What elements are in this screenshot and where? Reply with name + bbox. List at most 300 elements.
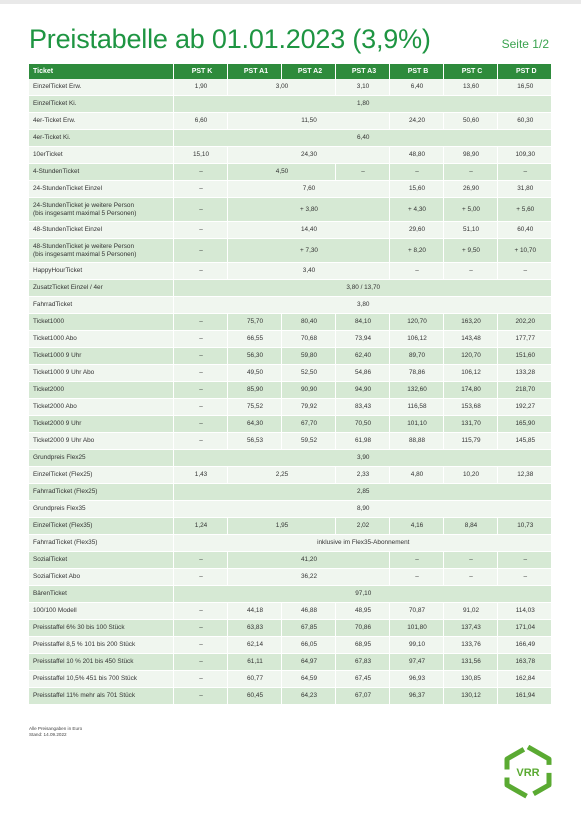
ticket-name: 24-StundenTicket Einzel xyxy=(33,185,103,193)
price-cell: 59,52 xyxy=(281,433,335,450)
price-cell: 85,90 xyxy=(227,382,281,399)
price-cell: 67,07 xyxy=(335,688,389,705)
price-cell: 67,70 xyxy=(281,416,335,433)
price-cell: 166,49 xyxy=(497,637,551,654)
ticket-name: ZusatzTicket Einzel / 4er xyxy=(33,284,103,292)
ticket-name-cell xyxy=(29,382,173,399)
ticket-name-cell xyxy=(29,297,173,314)
price-cell: 24,20 xyxy=(389,113,443,130)
price-cell: 64,97 xyxy=(281,654,335,671)
price-cell: – xyxy=(173,569,227,586)
table-row xyxy=(29,654,551,671)
ticket-name-cell xyxy=(29,620,173,637)
ticket-name: 48-StundenTicket Einzel xyxy=(33,226,103,234)
price-cell: 101,80 xyxy=(389,620,443,637)
price-cell: 31,80 xyxy=(497,181,551,198)
price-cell: 8,90 xyxy=(173,501,551,518)
price-cell: 1,90 xyxy=(173,79,227,96)
price-cell: 1,43 xyxy=(173,467,227,484)
price-cell: 130,85 xyxy=(443,671,497,688)
table-row xyxy=(29,222,551,239)
price-cell: 56,30 xyxy=(227,348,281,365)
ticket-name-cell xyxy=(29,433,173,450)
price-cell: 49,50 xyxy=(227,365,281,382)
price-cell: 7,60 xyxy=(227,181,389,198)
price-cell: 66,05 xyxy=(281,637,335,654)
price-cell: 97,47 xyxy=(389,654,443,671)
price-cell: 10,73 xyxy=(497,518,551,535)
ticket-name: 4er-Ticket Ki. xyxy=(33,134,71,142)
price-cell: – xyxy=(173,263,227,280)
ticket-name-cell xyxy=(29,501,173,518)
price-cell: 114,03 xyxy=(497,603,551,620)
price-cell: 137,43 xyxy=(443,620,497,637)
price-cell: 70,68 xyxy=(281,331,335,348)
price-cell: 83,43 xyxy=(335,399,389,416)
table-row xyxy=(29,433,551,450)
ticket-name: 10erTicket xyxy=(33,151,63,159)
price-cell: 115,79 xyxy=(443,433,497,450)
price-cell: – xyxy=(173,348,227,365)
price-cell: – xyxy=(173,637,227,654)
table-row xyxy=(29,239,551,263)
ticket-name: 4er-Ticket Erw. xyxy=(33,117,76,125)
price-cell: – xyxy=(389,263,443,280)
ticket-name: 24-StundenTicket je weitere Person xyxy=(33,202,135,209)
ticket-name-cell xyxy=(29,416,173,433)
price-cell: – xyxy=(173,433,227,450)
ticket-name-cell xyxy=(29,535,173,552)
table-row xyxy=(29,501,551,518)
price-cell: 133,28 xyxy=(497,365,551,382)
price-cell: 52,50 xyxy=(281,365,335,382)
ticket-name: 48-StundenTicket je weitere Person xyxy=(33,243,135,250)
price-cell: 89,70 xyxy=(389,348,443,365)
price-cell: 68,95 xyxy=(335,637,389,654)
ticket-name: Preisstaffel 11% mehr als 701 Stück xyxy=(33,692,136,700)
price-cell: 96,37 xyxy=(389,688,443,705)
ticket-name-cell xyxy=(29,450,173,467)
price-cell: 10,20 xyxy=(443,467,497,484)
table-row xyxy=(29,382,551,399)
price-cell: 101,10 xyxy=(389,416,443,433)
price-cell: 98,90 xyxy=(443,147,497,164)
price-cell: + 8,20 xyxy=(389,239,443,263)
price-cell: – xyxy=(389,164,443,181)
price-cell: 97,10 xyxy=(173,586,551,603)
page-title: Preistabelle ab 01.01.2023 (3,9%) xyxy=(29,24,431,54)
table-body xyxy=(29,79,551,705)
price-cell: 80,40 xyxy=(281,314,335,331)
table-header-row xyxy=(29,64,551,79)
ticket-name-cell xyxy=(29,399,173,416)
table-row xyxy=(29,671,551,688)
ticket-name-cell xyxy=(29,365,173,382)
column-header-pst-b: PST B xyxy=(389,64,443,79)
ticket-name-cell xyxy=(29,130,173,147)
price-cell: – xyxy=(173,688,227,705)
price-cell: 133,76 xyxy=(443,637,497,654)
price-cell: – xyxy=(173,552,227,569)
price-cell: – xyxy=(173,671,227,688)
price-cell: + 4,30 xyxy=(389,198,443,222)
price-cell: 15,60 xyxy=(389,181,443,198)
price-cell: 60,40 xyxy=(497,222,551,239)
table-row xyxy=(29,620,551,637)
table-row xyxy=(29,147,551,164)
price-cell: 163,78 xyxy=(497,654,551,671)
ticket-name: Preisstaffel 8,5 % 101 bis 200 Stück xyxy=(33,641,136,649)
ticket-name-cell xyxy=(29,569,173,586)
ticket-name: Ticket1000 9 Uhr Abo xyxy=(33,369,95,377)
price-cell: 61,11 xyxy=(227,654,281,671)
ticket-name-cell xyxy=(29,263,173,280)
price-cell: 59,80 xyxy=(281,348,335,365)
price-cell: 62,14 xyxy=(227,637,281,654)
price-cell: – xyxy=(497,263,551,280)
table-row xyxy=(29,348,551,365)
price-cell: 61,98 xyxy=(335,433,389,450)
price-cell: 2,85 xyxy=(173,484,551,501)
price-cell: + 5,00 xyxy=(443,198,497,222)
price-cell: 131,70 xyxy=(443,416,497,433)
price-cell: 64,59 xyxy=(281,671,335,688)
top-divider xyxy=(0,0,581,4)
price-cell: 106,12 xyxy=(389,331,443,348)
price-cell: 91,02 xyxy=(443,603,497,620)
ticket-name: EinzelTicket Erw. xyxy=(33,83,82,91)
price-cell: 54,86 xyxy=(335,365,389,382)
ticket-name-cell xyxy=(29,654,173,671)
price-cell: + 10,70 xyxy=(497,239,551,263)
price-cell: 4,16 xyxy=(389,518,443,535)
table-row xyxy=(29,297,551,314)
price-cell: + 9,50 xyxy=(443,239,497,263)
price-cell: – xyxy=(335,164,389,181)
ticket-name: Ticket1000 9 Uhr xyxy=(33,352,82,360)
price-cell: – xyxy=(173,416,227,433)
ticket-name-cell xyxy=(29,331,173,348)
price-cell: 109,30 xyxy=(497,147,551,164)
price-cell: 88,88 xyxy=(389,433,443,450)
vrr-logo xyxy=(503,745,553,799)
price-cell: 6,60 xyxy=(173,113,227,130)
ticket-name: Ticket1000 xyxy=(33,318,65,326)
column-header-pst-k: PST K xyxy=(173,64,227,79)
price-cell: + 3,80 xyxy=(227,198,389,222)
footnote-date: Stand: 14.09.2022 xyxy=(29,732,67,737)
price-cell: 171,04 xyxy=(497,620,551,637)
price-cell: 202,20 xyxy=(497,314,551,331)
price-cell: 177,77 xyxy=(497,331,551,348)
ticket-name: FahrradTicket xyxy=(33,301,73,309)
price-cell: 41,20 xyxy=(227,552,389,569)
ticket-name-cell xyxy=(29,79,173,96)
price-cell: 3,80 xyxy=(173,297,551,314)
price-cell: 1,95 xyxy=(227,518,335,535)
ticket-name: 4-StundenTicket xyxy=(33,168,80,176)
table-row xyxy=(29,688,551,705)
price-cell: 2,25 xyxy=(227,467,335,484)
ticket-name-note: (bis insgesamt maximal 5 Personen) xyxy=(33,250,137,258)
ticket-name-cell xyxy=(29,586,173,603)
price-cell: 67,45 xyxy=(335,671,389,688)
price-cell: 56,53 xyxy=(227,433,281,450)
price-cell: – xyxy=(497,569,551,586)
price-cell: 153,68 xyxy=(443,399,497,416)
ticket-name: FahrradTicket (Flex25) xyxy=(33,488,98,496)
price-cell: 75,52 xyxy=(227,399,281,416)
price-cell: 67,85 xyxy=(281,620,335,637)
price-cell: – xyxy=(389,569,443,586)
ticket-name: Ticket2000 xyxy=(33,386,65,394)
price-cell: 64,23 xyxy=(281,688,335,705)
price-cell: 162,84 xyxy=(497,671,551,688)
price-cell: 6,40 xyxy=(389,79,443,96)
price-cell: – xyxy=(173,603,227,620)
ticket-name: EinzelTicket (Flex25) xyxy=(33,471,93,479)
column-header-pst-c: PST C xyxy=(443,64,497,79)
price-cell: 99,10 xyxy=(389,637,443,654)
price-cell: 163,20 xyxy=(443,314,497,331)
ticket-name: SozialTicket xyxy=(33,556,68,564)
ticket-name: Grundpreis Flex35 xyxy=(33,505,86,513)
price-cell: 2,02 xyxy=(335,518,389,535)
footnote xyxy=(29,726,82,738)
table-row xyxy=(29,164,551,181)
price-cell: 50,60 xyxy=(443,113,497,130)
footnote-currency: Alle Preisangaben in Euro xyxy=(29,726,83,731)
ticket-name: BärenTicket xyxy=(33,590,67,598)
ticket-name: SozialTicket Abo xyxy=(33,573,81,581)
price-cell: 143,48 xyxy=(443,331,497,348)
ticket-name: Preisstaffel 10 % 201 bis 450 Stück xyxy=(33,658,134,666)
ticket-name-note: (bis insgesamt maximal 5 Personen) xyxy=(33,209,137,217)
price-cell: 116,58 xyxy=(389,399,443,416)
table-row xyxy=(29,518,551,535)
price-cell: 63,83 xyxy=(227,620,281,637)
ticket-name: EinzelTicket Ki. xyxy=(33,100,77,108)
price-cell: 13,60 xyxy=(443,79,497,96)
price-cell: – xyxy=(173,382,227,399)
vrr-logo-graphic xyxy=(503,745,553,799)
table-row xyxy=(29,637,551,654)
price-cell: 15,10 xyxy=(173,147,227,164)
price-cell: 60,45 xyxy=(227,688,281,705)
table-row xyxy=(29,198,551,222)
price-cell: 48,80 xyxy=(389,147,443,164)
table-row xyxy=(29,552,551,569)
ticket-name: Grundpreis Flex25 xyxy=(33,454,86,462)
price-cell: 3,40 xyxy=(227,263,389,280)
ticket-name: HappyHourTicket xyxy=(33,267,83,275)
price-cell: 3,10 xyxy=(335,79,389,96)
price-cell: – xyxy=(173,399,227,416)
price-cell: 165,90 xyxy=(497,416,551,433)
ticket-name-cell xyxy=(29,113,173,130)
price-cell: 60,77 xyxy=(227,671,281,688)
price-cell: + 5,60 xyxy=(497,198,551,222)
price-cell: 62,40 xyxy=(335,348,389,365)
price-cell: 96,93 xyxy=(389,671,443,688)
price-cell: 46,88 xyxy=(281,603,335,620)
price-cell: – xyxy=(173,654,227,671)
column-header-pst-a2: PST A2 xyxy=(281,64,335,79)
ticket-name-cell xyxy=(29,181,173,198)
table-row xyxy=(29,586,551,603)
price-cell: 78,86 xyxy=(389,365,443,382)
table-row xyxy=(29,416,551,433)
table-row xyxy=(29,569,551,586)
price-cell: + 7,30 xyxy=(227,239,389,263)
price-cell: 120,70 xyxy=(389,314,443,331)
price-cell: 1,24 xyxy=(173,518,227,535)
price-cell: – xyxy=(173,620,227,637)
price-cell: 1,80 xyxy=(173,96,551,113)
price-cell: 44,18 xyxy=(227,603,281,620)
price-cell: – xyxy=(443,164,497,181)
price-cell: – xyxy=(173,181,227,198)
ticket-name-cell xyxy=(29,239,173,263)
vrr-logo-text: VRR xyxy=(516,767,540,779)
price-cell: 51,10 xyxy=(443,222,497,239)
ticket-name: FahrradTicket (Flex35) xyxy=(33,539,98,547)
ticket-name-cell xyxy=(29,222,173,239)
table-row xyxy=(29,96,551,113)
ticket-name-cell xyxy=(29,467,173,484)
ticket-name-cell xyxy=(29,348,173,365)
table-row xyxy=(29,79,551,96)
price-cell: 84,10 xyxy=(335,314,389,331)
price-cell: 73,94 xyxy=(335,331,389,348)
price-cell: 8,84 xyxy=(443,518,497,535)
price-cell: 2,33 xyxy=(335,467,389,484)
price-cell: 6,40 xyxy=(173,130,551,147)
price-cell: 11,50 xyxy=(227,113,389,130)
price-cell: 145,85 xyxy=(497,433,551,450)
table-row xyxy=(29,280,551,297)
price-cell: 24,30 xyxy=(227,147,389,164)
ticket-name-cell xyxy=(29,518,173,535)
ticket-name-cell xyxy=(29,96,173,113)
price-cell: 79,92 xyxy=(281,399,335,416)
price-cell: – xyxy=(173,365,227,382)
price-cell: – xyxy=(497,552,551,569)
ticket-name: Preisstaffel 10,5% 451 bis 700 Stück xyxy=(33,675,137,683)
price-cell: 16,50 xyxy=(497,79,551,96)
table-row xyxy=(29,450,551,467)
table-row xyxy=(29,263,551,280)
ticket-name: EinzelTicket (Flex35) xyxy=(33,522,93,530)
price-cell: – xyxy=(389,552,443,569)
price-cell: 3,90 xyxy=(173,450,551,467)
price-cell: 130,12 xyxy=(443,688,497,705)
table-row xyxy=(29,331,551,348)
table-row xyxy=(29,130,551,147)
table-row xyxy=(29,603,551,620)
price-cell: 132,60 xyxy=(389,382,443,399)
price-cell: 94,90 xyxy=(335,382,389,399)
price-cell: inklusive im Flex35-Abonnement xyxy=(173,535,551,552)
price-cell: 29,60 xyxy=(389,222,443,239)
table-row xyxy=(29,113,551,130)
ticket-name-cell xyxy=(29,637,173,654)
ticket-name: Ticket2000 9 Uhr xyxy=(33,420,82,428)
price-cell: 161,94 xyxy=(497,688,551,705)
ticket-name-cell xyxy=(29,484,173,501)
ticket-name: 100/100 Modell xyxy=(33,607,77,615)
price-cell: 75,70 xyxy=(227,314,281,331)
ticket-name-cell xyxy=(29,280,173,297)
table-row xyxy=(29,535,551,552)
ticket-name: Ticket1000 Abo xyxy=(33,335,77,343)
price-cell: 48,95 xyxy=(335,603,389,620)
price-cell: – xyxy=(443,263,497,280)
price-cell: 66,55 xyxy=(227,331,281,348)
price-cell: 26,90 xyxy=(443,181,497,198)
price-cell: – xyxy=(443,552,497,569)
price-cell: – xyxy=(173,239,227,263)
price-cell: 218,70 xyxy=(497,382,551,399)
price-cell: 131,56 xyxy=(443,654,497,671)
price-cell: 4,80 xyxy=(389,467,443,484)
ticket-name-cell xyxy=(29,603,173,620)
column-header-pst-a1: PST A1 xyxy=(227,64,281,79)
ticket-name-cell xyxy=(29,688,173,705)
price-cell: – xyxy=(173,331,227,348)
price-cell: 14,40 xyxy=(227,222,389,239)
ticket-name: Preisstaffel 6% 30 bis 100 Stück xyxy=(33,624,125,632)
price-cell: 70,87 xyxy=(389,603,443,620)
column-header-ticket: Ticket xyxy=(29,64,173,79)
price-cell: 90,90 xyxy=(281,382,335,399)
price-cell: 4,50 xyxy=(227,164,335,181)
ticket-name-cell xyxy=(29,552,173,569)
price-cell: 12,38 xyxy=(497,467,551,484)
table-row xyxy=(29,467,551,484)
column-header-pst-d: PST D xyxy=(497,64,551,79)
price-cell: 36,22 xyxy=(227,569,389,586)
price-cell: 60,30 xyxy=(497,113,551,130)
price-cell: 3,00 xyxy=(227,79,335,96)
table-row xyxy=(29,365,551,382)
price-cell: 64,30 xyxy=(227,416,281,433)
price-cell: 151,60 xyxy=(497,348,551,365)
price-cell: – xyxy=(497,164,551,181)
price-cell: 120,70 xyxy=(443,348,497,365)
price-cell: – xyxy=(443,569,497,586)
ticket-name-cell xyxy=(29,164,173,181)
table-row xyxy=(29,399,551,416)
ticket-name-cell xyxy=(29,198,173,222)
table-row xyxy=(29,181,551,198)
page-number: Seite 1/2 xyxy=(501,37,549,51)
price-cell: 70,50 xyxy=(335,416,389,433)
ticket-name-cell xyxy=(29,671,173,688)
price-cell: 192,27 xyxy=(497,399,551,416)
price-cell: 70,86 xyxy=(335,620,389,637)
price-cell: – xyxy=(173,164,227,181)
price-cell: – xyxy=(173,222,227,239)
ticket-name-cell xyxy=(29,147,173,164)
price-cell: 174,80 xyxy=(443,382,497,399)
price-cell: 3,80 / 13,70 xyxy=(173,280,551,297)
column-header-pst-a3: PST A3 xyxy=(335,64,389,79)
price-cell: – xyxy=(173,314,227,331)
ticket-name-cell xyxy=(29,314,173,331)
table-row xyxy=(29,484,551,501)
ticket-name: Ticket2000 Abo xyxy=(33,403,77,411)
